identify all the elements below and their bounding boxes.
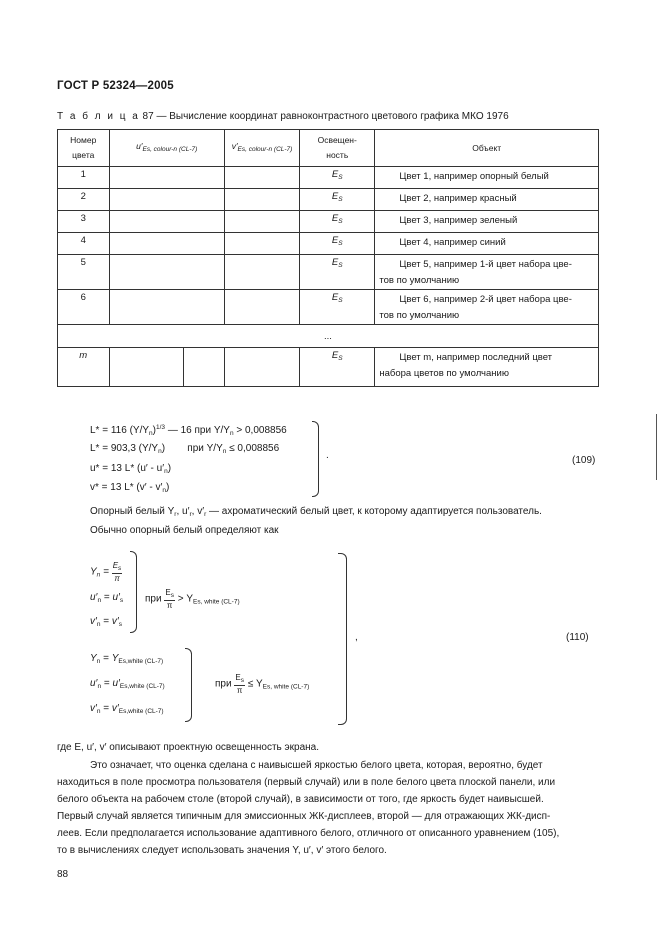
para-line-5: Первый случай является типичным для эмиссионных ЖК-дисплеев, второй — для отражающих ЖК-дисп- <box>57 811 551 822</box>
eq110-vn1: $v'_n = v'_s$ <box>90 616 123 628</box>
table-row: 6 $E_S$ Цвет 6, например 2-й цвет набора цве- тов по умолчанию <box>58 290 599 325</box>
para-line-7: то в вычислениях следует использовать значения Y, u′, v′ этого белого. <box>57 845 387 856</box>
eq109-line4: v* = 13 L* $(v' - v'_n)$ <box>90 482 170 494</box>
document-header: ГОСТ Р 52324—2005 <box>57 80 174 92</box>
eq110-un1: $u'_n = u'_s$ <box>90 592 124 604</box>
para-line-3: находиться в поле просмотра пользователя (первый случай) или в поле белого цвета плоской панели, или <box>57 777 556 788</box>
header-object: Объект <box>375 130 599 167</box>
table-row: 4 $E_S$ Цвет 4, например синий <box>58 233 599 255</box>
eq109-line3: u* = 13 L* $(u' - u'_n)$ <box>90 463 172 475</box>
table-row-last: m $E_S$ Цвет m, например последний цвет набора цветов по умолчанию <box>58 348 599 387</box>
eq109-line2: L* = 903,3 $(Y/Y_n)$ при $Y/Y_n \le 0,008856$ <box>90 443 280 455</box>
eq110-condition-lower: при $\frac{E_s}{\pi}$ ≤ $Y_{Es, white (CL-7)}$ <box>215 673 310 695</box>
usual-definition-text: Обычно опорный белый определяют как <box>90 525 279 536</box>
table-row: 5 $E_S$ Цвет 5, например 1-й цвет набора цве- тов по умолчанию <box>58 255 599 290</box>
para-line-2: Это означает, что оценка сделана с наивысшей яркостью белого цвета, которая, вероятно, будет <box>90 760 543 771</box>
caption-text: 87 — Вычисление координат равноконтрастного цветового графика МКО 1976 <box>139 111 509 122</box>
eq110-number: (110) <box>566 632 589 643</box>
eq110-comma: , <box>355 632 358 643</box>
header-u: $u'_{Es, colour-n (CL-7)}$ <box>109 130 224 167</box>
eq110-condition-upper: при $\frac{E_s}{\pi}$ > $Y_{Es, white (CL-7)}$ <box>145 588 240 610</box>
table-row: 2 $E_S$ Цвет 2, например красный <box>58 189 599 211</box>
eq109-number: (109) <box>572 455 596 466</box>
header-num: Номер цвета <box>58 130 110 167</box>
page-number: 88 <box>57 869 69 880</box>
eq109-dot: . <box>326 450 329 461</box>
table-ellipsis-row: ... <box>58 325 599 348</box>
table-header-row <box>58 130 599 167</box>
para-line-4: белого объекта на рабочем столе (второй случай), в зависимости от того, где яркость будет наивысшей. <box>57 794 544 805</box>
eq110-brace-outer <box>338 553 347 725</box>
table-row: 1 $E_S$ Цвет 1, например опорный белый <box>58 167 599 189</box>
header-illuminance: Освещен- ность <box>300 130 375 167</box>
eq110-yn2: $Y_n = Y_{Es,white (CL-7)}$ <box>90 653 164 665</box>
table-row: 3 $E_S$ Цвет 3, например зеленый <box>58 211 599 233</box>
eq110-vn2: $v'_n = v'_{Es,white (CL-7)}$ <box>90 703 164 715</box>
table-caption <box>57 111 509 122</box>
eq110-brace-upper <box>130 551 137 633</box>
eq110-brace-lower <box>185 648 192 722</box>
eq109-line1: L* = 116 $(Y/Y_n)^{1/3}$ — 16 при $Y/Y_n > 0,008856$ <box>90 424 287 437</box>
eq109-brace <box>312 421 319 497</box>
reference-white-text: Опорный белый $Y_r$, $u'_r$, $v'_r$ — ахроматический белый цвет, к которому адаптируется пользователь. <box>90 506 542 518</box>
header-v: $v'_{Es, colour-n (CL-7)}$ <box>224 130 299 167</box>
caption-prefix: Т а б л и ц а <box>57 111 140 122</box>
eq110-un2: $u'_n = u'_{Es,white (CL-7)}$ <box>90 678 165 690</box>
eq110-yn1: $Y_n$ = $\frac{E_s}{\pi}$ <box>90 561 122 583</box>
color-table <box>57 129 599 387</box>
margin-mark <box>656 414 657 480</box>
para-line-1: где E, u′, v′ описывают проектную освещенность экрана. <box>57 742 320 753</box>
para-line-6: леев. Если предполагается использование адаптивного белого, отличного от описанного уравнением (105), <box>57 828 560 839</box>
